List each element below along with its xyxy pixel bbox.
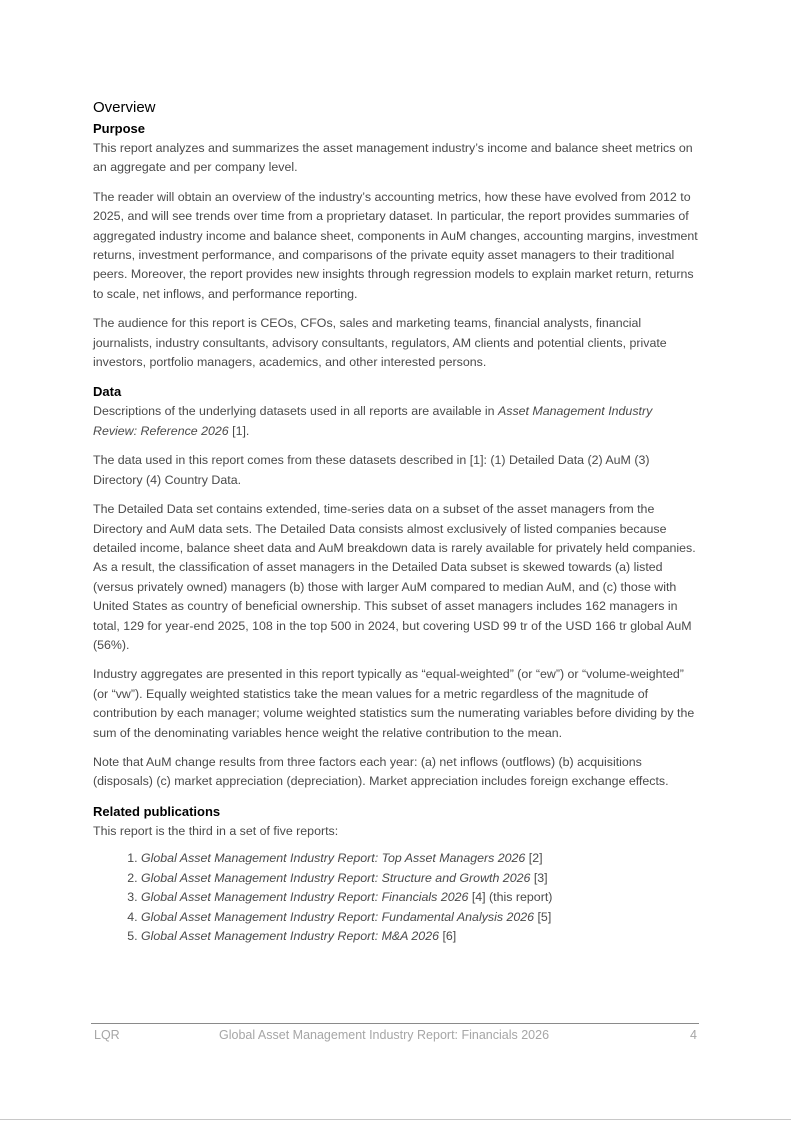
purpose-heading: Purpose: [93, 121, 146, 136]
related-publications-heading: Related publications: [93, 803, 221, 819]
publication-title: Global Asset Management Industry Report: Financials 2026: [141, 890, 469, 905]
list-item: [141, 849, 699, 869]
publication-ref: [6]: [439, 929, 457, 944]
publication-ref: [4] (this report): [468, 890, 553, 905]
list-item: [141, 908, 699, 928]
purpose-paragraph-1: This report analyzes and summarizes the asset management industry’s income and balance sheet metrics on an aggregate and per company level.: [93, 141, 693, 175]
publication-ref: [3]: [530, 870, 548, 885]
reference-title: Asset Management Industry Review: Reference 2026: [93, 404, 653, 438]
purpose-paragraph-2: The reader will obtain an overview of the industry’s accounting metrics, how these have evolved from 2012 to 2025, and will see trends over time from a proprietary dataset. In particular, the report provides summaries of aggregated industry income and balance sheet, components in AuM changes, accounting margins, investment returns, investment performance, and comparisons of the private equity asset managers to their traditional peers. Moreover, the report provides new insights through regression models to explain market return, returns to scale, net inflows, and performance reporting.: [93, 189, 698, 301]
publications-list: [93, 849, 699, 947]
page-number: 4: [690, 1028, 697, 1042]
data-paragraph-3: The Detailed Data set contains extended, time-series data on a subset of the asset managers from the Directory and AuM data sets. The Detailed Data consists almost exclusively of listed companies because detailed income, balance sheet data and AuM breakdown data is rarely available for privately held companies. As a result, the classification of asset managers in the Detailed Data subset is skewed towards (a) listed (versus privately owned) managers (b) those with larger AuM compared to median AuM, and (c) those with United States as country of beneficial ownership. This subset of asset managers includes 162 managers in total, 129 for year-end 2025, 108 in the top 500 in 2024, but covering USD 99 tr of the USD 166 tr global AuM (56%).: [93, 502, 696, 652]
purpose-paragraph-3: The audience for this report is CEOs, CFOs, sales and marketing teams, financial analysts, financial journalists, industry consultants, advisory consultants, regulators, AM clients and potential clients, private investors, portfolio managers, academics, and other interested persons.: [93, 316, 667, 370]
data-heading: Data: [93, 384, 122, 400]
data-paragraph-4: Industry aggregates are presented in this report typically as “equal-weighted” (or “ew”) or “volume-weighted” (or “vw”). Equally weighted statistics take the mean values for a metric regardless of the magnitude of contribution by each manager; volume weighted statistics sum the numerating variables before dividing by the sum of the denominating variables hence weight the relative contribution to the mean.: [93, 667, 695, 740]
publication-ref: [2]: [525, 851, 543, 866]
list-item: [141, 888, 699, 908]
list-item: [141, 869, 699, 889]
data-paragraph-5: Note that AuM change results from three factors each year: (a) net inflows (outflows) (b) acquisitions (disposals) (c) market appreciation (depreciation). Market appreciation includes foreign exchange effects.: [93, 754, 669, 789]
data-paragraph-1-lead: Descriptions of the underlying datasets used in all reports are available in: [93, 404, 498, 419]
publication-title: Global Asset Management Industry Report: Fundamental Analysis 2026: [141, 909, 535, 924]
list-item: [141, 927, 699, 947]
data-paragraph-1: [93, 402, 699, 441]
overview-heading: Overview: [93, 99, 156, 116]
page-footer: [91, 1023, 699, 1048]
publication-ref: [5]: [534, 909, 552, 924]
reference-citation: [1].: [228, 423, 250, 438]
data-paragraph-2: The data used in this report comes from these datasets described in [1]: (1) Detailed Data (2) AuM (3) Directory (4) Country Data.: [93, 453, 650, 487]
publication-title: Global Asset Management Industry Report: M&A 2026: [141, 929, 439, 944]
page-edge-divider: [0, 1119, 791, 1120]
publication-title: Global Asset Management Industry Report: Top Asset Managers 2026: [141, 851, 526, 866]
publication-title: Global Asset Management Industry Report: Structure and Growth 2026: [141, 870, 531, 885]
footer-report-title: Global Asset Management Industry Report: Financials 2026: [219, 1028, 550, 1042]
related-intro: This report is the third in a set of five reports:: [93, 823, 339, 838]
footer-publisher: LQR: [94, 1028, 120, 1042]
document-page: [93, 97, 699, 947]
